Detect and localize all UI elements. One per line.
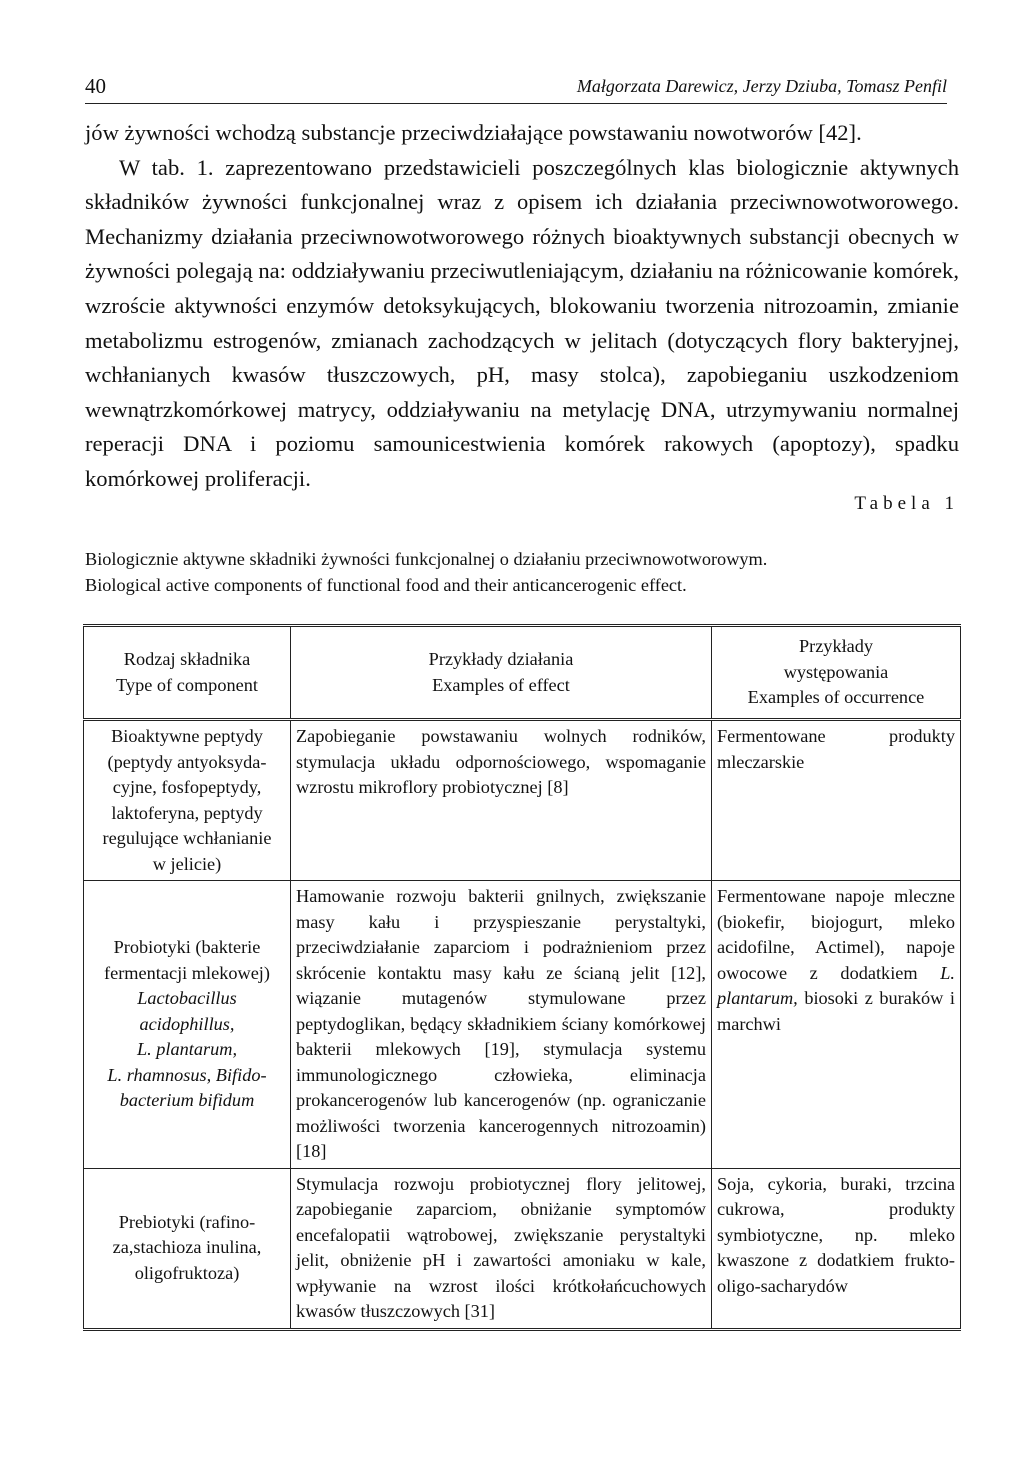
running-head-authors: Małgorzata Darewicz, Jerzy Dziuba, Tomasz Penfil (576, 76, 947, 96)
table-row (84, 881, 961, 1169)
table-row (84, 1168, 961, 1329)
header-occ-en: Examples of occurrence (747, 687, 925, 708)
type-line: oligofruktoza) (134, 1262, 240, 1283)
type-line-italic: bacterium bifidum (119, 1090, 255, 1110)
type-line-italic: acidophillus, (139, 1013, 235, 1034)
type-line-italic: Lactobacillus (137, 988, 237, 1008)
cell-component-type (84, 1168, 291, 1329)
header-examples-of-occurrence (712, 626, 961, 720)
occurrence-text: biosoki z buraków i marchwi (717, 988, 955, 1034)
occurrence-text: Fermentowane napoje mleczne (biokefir, biojogurt, mleko acidofilne, Actimel), napoje owocowe z dodatkiem (717, 886, 955, 983)
occurrence-species-italic: L. plantarum, (717, 962, 955, 1008)
type-line: (peptydy antyoksyda- (107, 751, 267, 772)
paragraph-table-intro: W tab. 1. zaprezentowano przedstawicieli poszczególnych klas biologicznie aktywnych składników żywności funkcjonalnej wraz z opisem ich działania przeciwnowotworowego. Mechanizmy działania przeciwnowotworowego różnych bioaktywnych substancji obecnych w żywności polegają na: oddziaływaniu przeciwutleniającym, działaniu na różnicowanie komórek, wzroście aktywności enzymów detoksykujących, blokowaniu tworzenia nitrozoamin, zmianie metabolizmu estrogenów, zmianach zachodzących w jelitach (dotyczących flory bakteryjnej, wchłanianych kwasów tłuszczowych, pH, masy stolca), zapobieganiu uszkodzeniom wewnątrzkomórkowej matrycy, oddziaływaniu na metylację DNA, utrzymywaniu normalnej reperacji DNA i poziomu samounicestwienia komórek rakowych (apoptozy), spadku komórkowej proliferacji. (85, 154, 959, 491)
header-examples-of-effect (291, 626, 712, 720)
header-type-pl: Rodzaj składnika (123, 649, 251, 669)
type-line: regulujące wchłanianie (102, 828, 272, 848)
table-number-label: Tabela 1 (854, 493, 959, 514)
type-line: Probiotyki (bakterie (113, 937, 261, 957)
type-line: laktoferyna, peptydy (111, 802, 263, 823)
page-number: 40 (85, 74, 106, 98)
type-line: Prebiotyki (rafino- (118, 1211, 256, 1232)
type-line: za,stachioza inulina, (112, 1237, 262, 1258)
header-effect-en: Examples of effect (432, 674, 570, 695)
cell-occurrence (712, 881, 961, 1169)
header-rule (85, 103, 947, 104)
cell-occurrence: Fermentowane produkty mleczarskie (712, 720, 961, 881)
paragraph-continuation: jów żywności wchodzą substancje przeciwdziałające powstawaniu nowotworów [42]. (85, 120, 862, 145)
table-caption-english: Biological active components of functional food and their anticancerogenic effect. (85, 575, 687, 595)
type-line-italic: L. plantarum, (136, 1039, 238, 1059)
body-text (85, 116, 959, 497)
type-line: Bioaktywne peptydy (111, 726, 263, 746)
cell-component-type (84, 881, 291, 1169)
type-line: fermentacji mlekowej) (104, 962, 270, 983)
header-type-en: Type of component (116, 674, 258, 695)
type-line-italic: L. rhamnosus, Bifido- (107, 1064, 267, 1085)
header-occ-pl-2: występowania (783, 661, 889, 682)
page-header (85, 74, 947, 104)
cell-effect: Stymulacja rozwoju probiotycznej flory jelitowej, zapobieganie zaparciom, obniżanie symptomów encefalopatii wątrobowej, zwiększanie perystaltyki jelit, obniżenie pH i zawartości amoniaku w kale, wpływanie na wzrost ilości krótkołańcuchowych kwasów tłuszczowych [31] (291, 1168, 712, 1329)
header-effect-pl: Przykłady działania (428, 649, 574, 669)
type-line: cyjne, fosfopeptydy, (112, 777, 262, 797)
table-header-row (84, 626, 961, 720)
components-table (83, 624, 961, 1331)
cell-effect: Hamowanie rozwoju bakterii gnilnych, zwiększanie masy kału i przyspieszanie perystaltyki, przeciwdziałanie zaparciom i podrażnieniom przez skrócenie kontaktu masy kału ze ścianą jelit [12], wiązanie mutagenów stymulowane przez peptydoglikan, będący składnikiem ściany komórkowej bakterii mlekowych [19], stymulacja systemu immunologicznego człowieka, eliminacja prokancerogenów lub kancerogenów (np. ograniczanie możliwości tworzenia kancerogennych nitrozoamin) [18] (291, 881, 712, 1169)
cell-occurrence: Soja, cykoria, buraki, trzcina cukrowa, produkty symbiotyczne, np. mleko kwaszone z dodatkiem frukto-oligo-sacharydów (712, 1168, 961, 1329)
header-type-of-component (84, 626, 291, 720)
cell-effect: Zapobieganie powstawaniu wolnych rodników, stymulacja układu odpornościowego, wspomaganie wzrostu mikroflory probiotycznej [8] (291, 720, 712, 881)
cell-component-type (84, 720, 291, 881)
table-caption-polish: Biologicznie aktywne składniki żywności funkcjonalnej o działaniu przeciwnowotworowym. (85, 549, 768, 569)
header-occ-pl-1: Przykłady (798, 636, 874, 657)
type-line: w jelicie) (152, 853, 222, 874)
table-row (84, 720, 961, 881)
